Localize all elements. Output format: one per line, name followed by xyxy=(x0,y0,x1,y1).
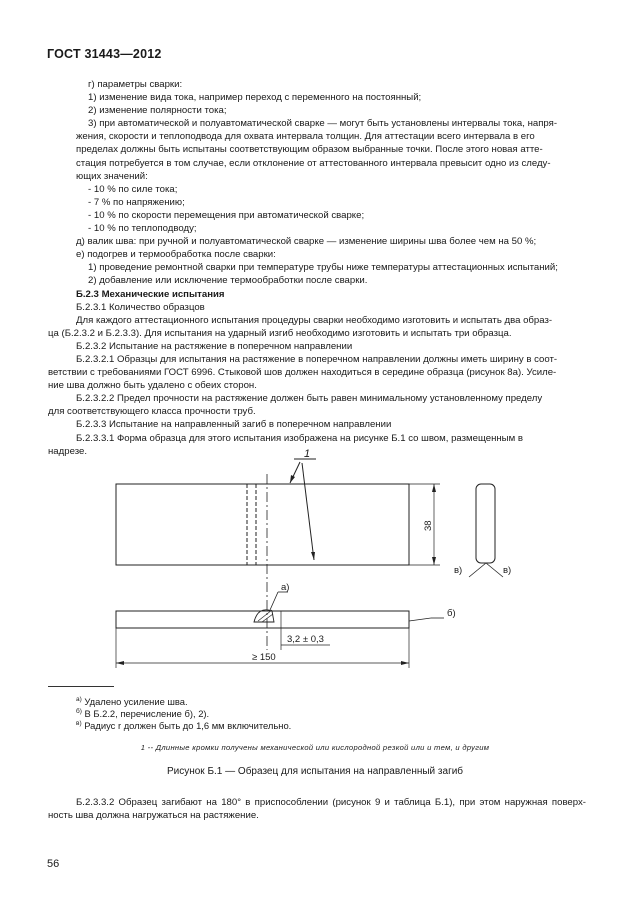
text-line: ца (Б.2.3.2 и Б.2.3.3). Для испытания на ударный изгиб необходимо изготовить и испытать три образца. xyxy=(48,327,512,339)
text-line: 2) добавление или исключение термообработки после сварки. xyxy=(88,275,368,287)
section-heading: Б.2.3 Механические испытания xyxy=(76,288,225,300)
text-line: 1) изменение вида тока, например переход с переменного на постоянный; xyxy=(88,92,422,104)
specimen-top-view xyxy=(116,484,409,565)
text-line: д) валик шва: при ручной и полуавтоматической сварке — изменение ширины шва более чем на 50 %; xyxy=(76,236,537,248)
text-line: пределах должны быть испытаны соответствующим образом выбранные точки. После этого новая атте- xyxy=(76,144,543,156)
text-line: е) подогрев и термообработка после сварки: xyxy=(76,249,276,261)
page-number: 56 xyxy=(47,858,60,870)
footnote: $^{б)}$ В Б.2.2, перечисление б), 2). xyxy=(76,708,210,720)
text-line: жения, скорости и теплоподвода для охвата интервала толщин. Для аттестации всего интервала в его xyxy=(76,131,535,143)
label-a: а) xyxy=(281,582,290,593)
specimen-side-view xyxy=(476,484,495,563)
text-line: для соответствующего класса прочности труб. xyxy=(48,406,256,418)
text-line: Б.2.3.1 Количество образцов xyxy=(76,301,205,313)
label-v-right: в) xyxy=(503,565,512,576)
callout-leader xyxy=(302,463,314,560)
label-b: б) xyxy=(447,608,456,619)
figure-note: 1 -- Длинные кромки получены механической или кислородной резкой или и тем, и другим xyxy=(140,743,490,752)
text-line: ние шва должно быть удалено с обеих сторон. xyxy=(48,380,257,392)
text-line: Б.2.3.2 Испытание на растяжение в поперечном направлении xyxy=(76,340,353,352)
body-paragraph: Б.2.3.3.2 Образец загибают на 180° в приспособлении (рисунок 9 и таблица Б.1), при этом наружная поверх-ность шва должна нагружаться на растяжение. xyxy=(48,797,586,822)
text-line: Для каждого аттестационного испытания процедуры сварки необходимо изготовить и испытать два образ- xyxy=(76,314,553,326)
footnote-separator xyxy=(48,686,114,687)
text-line: г) параметры сварки: xyxy=(88,79,183,90)
text-line: - 10 % по силе тока; xyxy=(88,183,178,195)
footnote: $^{а)}$ Удалено усиление шва. xyxy=(76,696,188,708)
dimension-38-label: 38 xyxy=(423,520,434,531)
specimen-section-view xyxy=(116,611,409,628)
text-line: Б.2.3.2.2 Предел прочности на растяжение должен быть равен минимальному установленному пределу xyxy=(76,393,543,405)
text-line: Б.2.3.3.1 Форма образца для этого испытания изображена на рисунке Б.1 со швом, размещенным в xyxy=(76,432,523,444)
text-line: 1) проведение ремонтной сварки при температуре трубы ниже температуры аттестационных испытаний; xyxy=(88,262,558,274)
dimension-length-label: ≥ 150 xyxy=(252,652,276,663)
text-line: 3) при автоматической и полуавтоматической сварке — могут быть установлены интервалы тока, напря- xyxy=(88,118,558,130)
figure-caption: Рисунок Б.1 — Образец для испытания на направленный загиб xyxy=(166,766,464,777)
text-line: надрезе. xyxy=(48,445,87,457)
text-line: ветствии с требованиями ГОСТ 6996. Стыковой шов должен находиться в середине образца (рисунок 8а). Усиле- xyxy=(48,367,557,379)
text-line: - 10 % по скорости перемещения при автоматической сварке; xyxy=(88,209,365,221)
text-line: - 10 % по теплоподводу; xyxy=(88,223,197,235)
dimension-thickness-label: 3,2 ± 0,3 xyxy=(287,634,324,645)
footnote: $^{в)}$ Радиус r должен быть до 1,6 мм включительно. xyxy=(76,720,292,732)
text-line: 2) изменение полярности тока; xyxy=(88,105,227,117)
text-line: Б.2.3.3 Испытание на направленный загиб в поперечном направлении xyxy=(76,419,392,431)
callout-1-label: 1 xyxy=(304,448,311,460)
label-v-left: в) xyxy=(454,565,463,576)
text-line: ющих значений: xyxy=(76,170,148,182)
text-line: стация потребуется в том случае, если отклонение от аттестованного интервала превысит одно из следу- xyxy=(76,157,551,169)
document-header: ГОСТ 31443—2012 xyxy=(47,47,162,61)
text-line: Б.2.3.2.1 Образцы для испытания на растяжение в поперечном направлении должны иметь ширину в соот- xyxy=(76,353,558,365)
text-line: - 7 % по напряжению; xyxy=(88,196,185,208)
